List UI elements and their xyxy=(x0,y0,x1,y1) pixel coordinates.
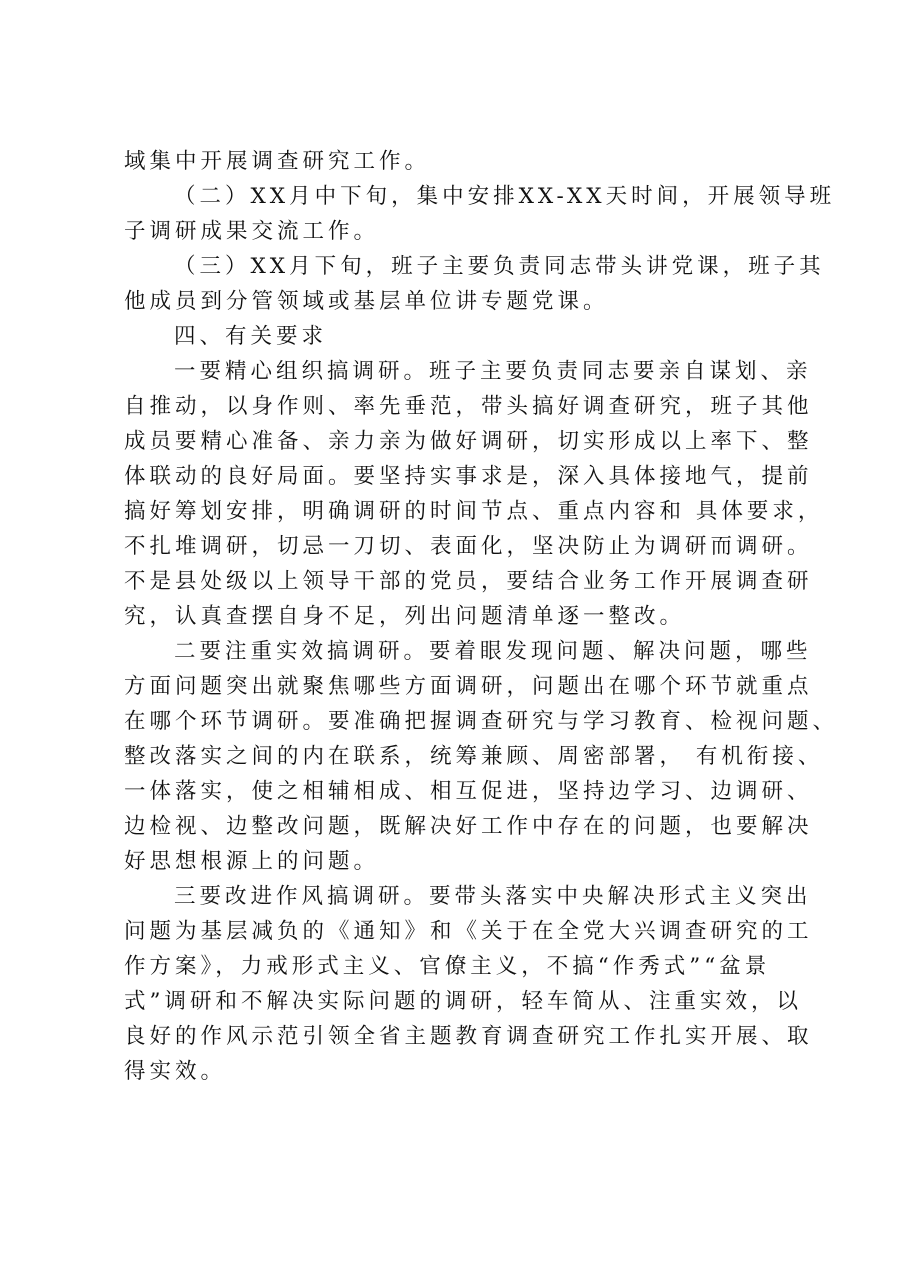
text-line: 边检视、边整改问题，既解决好工作中存在的问题，也要解决 xyxy=(124,814,813,839)
text-line: 成员要精心准备、亲力亲为做好调研，切实形成以上率下、整 xyxy=(124,429,813,454)
text-line: 整改落实之间的内在联系，统筹兼顾、周密部署， 有机衔接、 xyxy=(124,744,824,769)
text-line: 三要改进作风搞调研。要带头落实中央解决形式主义突出 xyxy=(174,884,812,909)
text-line: （二）XX月中下旬，集中安排XX-XX天时间，开展领导班 xyxy=(174,184,836,209)
text-line: 他成员到分管领域或基层单位讲专题党课。 xyxy=(124,289,609,314)
text-line: 在哪个环节调研。要准确把握调查研究与学习教育、检视问题、 xyxy=(124,709,839,734)
text-line: 究，认真查摆自身不足，列出问题清单逐一整改。 xyxy=(124,604,686,629)
text-line: 作方案》，力戒形式主义、官僚主义，不搞“作秀式”“盆景 xyxy=(124,954,771,979)
document-body xyxy=(124,144,839,1089)
text-line: 良好的作风示范引领全省主题教育调查研究工作扎实开展、取 xyxy=(124,1024,813,1049)
text-line: 自推动，以身作则、率先垂范，带头搞好调查研究，班子其他 xyxy=(124,394,813,419)
text-line: 得实效。 xyxy=(124,1059,227,1084)
text-line: 方面问题突出就聚焦哪些方面调研，问题出在哪个环节就重点 xyxy=(124,674,813,699)
text-line: 子调研成果交流工作。 xyxy=(124,219,380,244)
section-heading: 四、有关要求 xyxy=(174,324,328,349)
text-line: 体联动的良好局面。要坚持实事求是，深入具体接地气，提前 xyxy=(124,464,813,489)
text-line: 搞好筹划安排，明确调研的时间节点、重点内容和 具体要求， xyxy=(124,499,824,524)
text-line: 一要精心组织搞调研。班子主要负责同志要亲自谋划、亲 xyxy=(174,359,812,384)
text-line: （三）XX月下旬，班子主要负责同志带头讲党课，班子其 xyxy=(174,254,825,279)
text-line: 二要注重实效搞调研。要着眼发现问题、解决问题，哪些 xyxy=(174,639,812,664)
text-line: 不扎堆调研，切忌一刀切、表面化，坚决防止为调研而调研。 xyxy=(124,534,813,559)
text-line: 域集中开展调查研究工作。 xyxy=(124,149,431,174)
text-line: 好思想根源上的问题。 xyxy=(124,849,380,874)
text-line: 一体落实，使之相辅相成、相互促进，坚持边学习、边调研、 xyxy=(124,779,813,804)
text-line: 问题为基层减负的《通知》和《关于在全党大兴调查研究的工 xyxy=(124,919,813,944)
text-line: 不是县处级以上领导干部的党员，要结合业务工作开展调查研 xyxy=(124,569,813,594)
text-line: 式”调研和不解决实际问题的调研，轻车简从、注重实效，以 xyxy=(124,989,802,1014)
